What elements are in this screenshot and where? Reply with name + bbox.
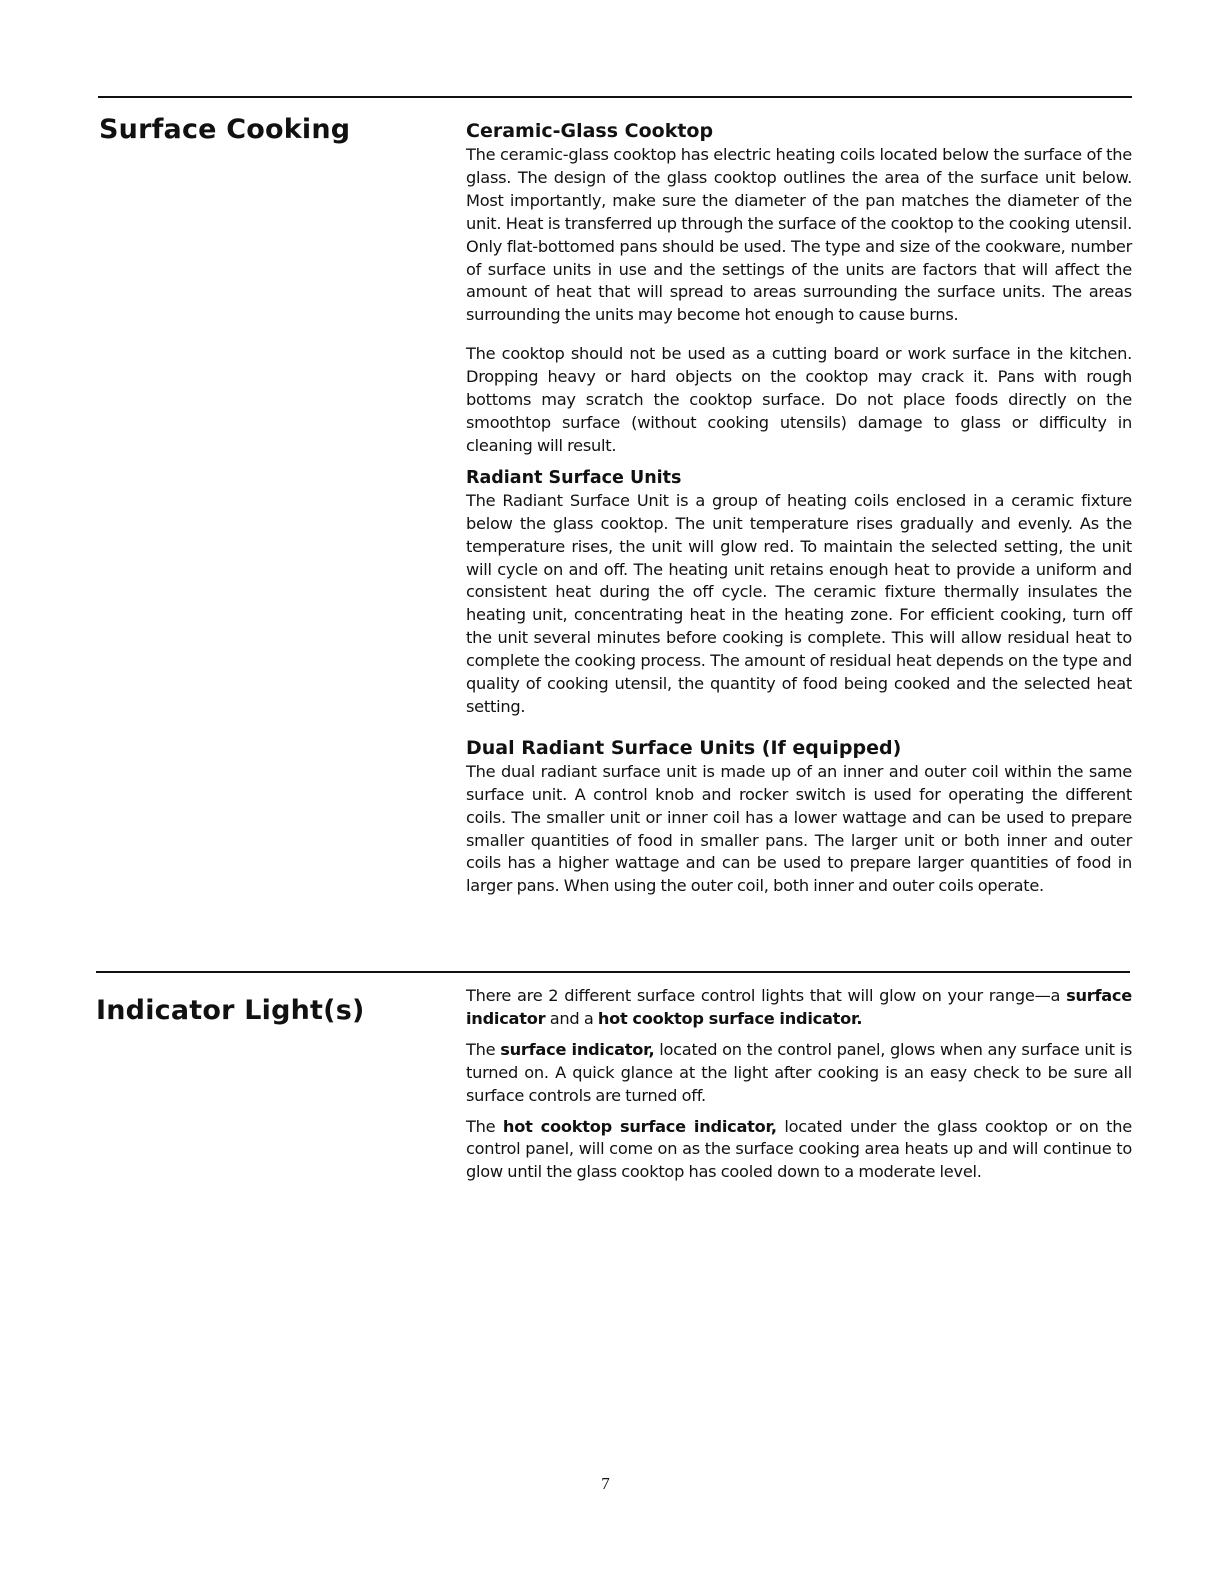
page-number: 7 <box>601 1474 610 1493</box>
paragraph-indicator-1: There are 2 different surface control lights that will glow on your range—a surface indicator and a hot cooktop surface indicator. <box>466 986 1132 1028</box>
heading-dual-radiant-surface-units: Dual Radiant Surface Units (If equipped) <box>466 736 902 759</box>
paragraph-ceramic-2: The cooktop should not be used as a cutting board or work surface in the kitchen. Dropping heavy or hard objects on the cooktop may crack it. Pans with rough bottoms may scratch the cooktop surface. Do not place foods directly on the smoothtop surface (without cooking utensils) damage to glass or difficulty in cleaning will result. <box>466 344 1132 455</box>
section-title-indicator-lights: Indicator Light(s) <box>96 995 365 1026</box>
heading-radiant-surface-units: Radiant Surface Units <box>466 467 682 488</box>
surface-cooking-body <box>466 118 1132 898</box>
top-rule <box>98 96 1132 98</box>
paragraph-dual-1: The dual radiant surface unit is made up of an inner and outer coil within the same surface unit. A control knob and rocker switch is used for operating the different coils. The smaller unit or inner coil has a lower wattage and can be used to prepare smaller quantities of food in smaller pans. The larger unit or both inner and outer coils has a higher wattage and can be used to prepare larger quantities of food in larger pans. When using the outer coil, both inner and outer coils operate. <box>466 761 1132 896</box>
indicator-lights-body <box>466 985 1132 1184</box>
section-divider-rule <box>96 971 1130 973</box>
paragraph-indicator-2: The surface indicator, located on the control panel, glows when any surface unit is turned on. A quick glance at the light after cooking is an easy check to be sure all surface controls are turned off. <box>466 1039 1132 1105</box>
paragraph-radiant-1: The Radiant Surface Unit is a group of heating coils enclosed in a ceramic fixture below the glass cooktop. The unit temperature rises gradually and evenly. As the temperature rises, the unit will glow red. To maintain the selected setting, the unit will cycle on and off. The heating unit retains enough heat to provide a uniform and consistent heat during the off cycle. The ceramic fixture thermally insulates the heating unit, concentrating heat in the heating zone. For efficient cooking, turn off the unit several minutes before cooking is complete. This will allow residual heat to complete the cooking process. The amount of residual heat depends on the type and quality of cooking utensil, the quantity of food being cooked and the selected heat setting. <box>466 490 1132 716</box>
paragraph-ceramic-1: The ceramic-glass cooktop has electric heating coils located below the surface of the glass. The design of the glass cooktop outlines the area of the surface unit below. Most importantly, make sure the diameter of the pan matches the diameter of the unit. Heat is transferred up through the surface of the cooktop to the cooking utensil. Only flat-bottomed pans should be used. The type and size of the cookware, number of surface units in use and the settings of the units are factors that will affect the amount of heat that will spread to areas surrounding the surface units. The areas surrounding the units may become hot enough to cause burns. <box>466 145 1132 325</box>
paragraph-indicator-3: The hot cooktop surface indicator, located under the glass cooktop or on the control panel, will come on as the surface cooking area heats up and will continue to glow until the glass cooktop has cooled down to a moderate level. <box>466 1116 1132 1182</box>
heading-ceramic-glass-cooktop: Ceramic-Glass Cooktop <box>466 120 714 142</box>
section-title-surface-cooking: Surface Cooking <box>99 114 351 145</box>
